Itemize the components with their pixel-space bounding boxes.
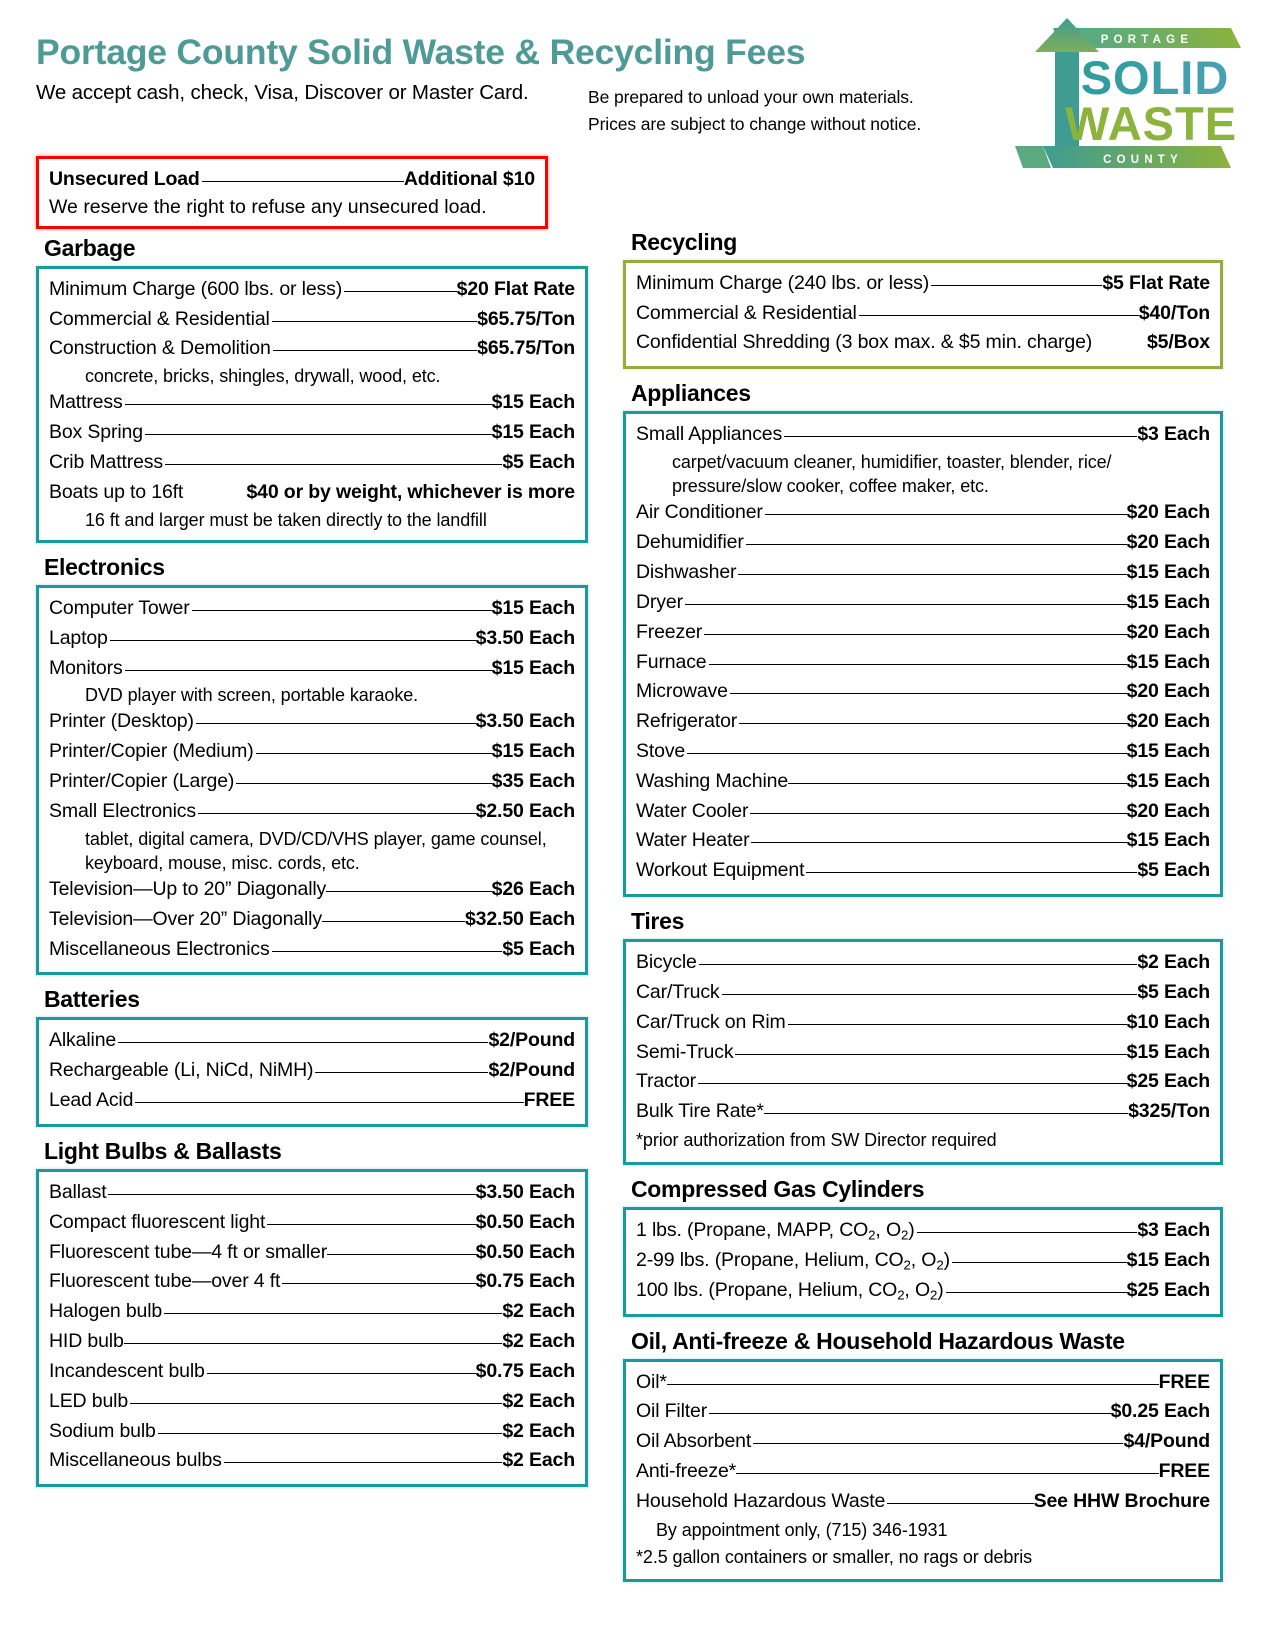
fee-amount: $3.50 Each: [475, 710, 575, 733]
fee-item-label: Printer/Copier (Medium): [49, 740, 254, 763]
logo-portage-text: PORTAGE: [1100, 34, 1194, 46]
section-title-gas-cylinders: Compressed Gas Cylinders: [631, 1176, 925, 1203]
fee-row: [636, 528, 1210, 558]
fee-sub-note: tablet, digital camera, DVD/CD/VHS player, game counsel, keyboard, mouse, misc. cords, etc.: [85, 828, 547, 873]
leader-line: [267, 1224, 475, 1225]
fee-row: [636, 299, 1210, 329]
leader-line: [685, 604, 1127, 605]
fee-amount: $15 Each: [1126, 590, 1210, 613]
fee-amount: $5 Each: [1137, 859, 1210, 882]
leader-line: [931, 285, 1102, 286]
fee-row: [636, 707, 1210, 737]
leader-line: [751, 842, 1126, 843]
fee-item-label: Water Heater: [636, 829, 750, 852]
fee-row: [49, 1238, 575, 1268]
fee-row: [49, 1387, 575, 1417]
fee-item-label: Laptop: [49, 626, 108, 649]
fee-row: [49, 1178, 575, 1208]
fee-amount: $2 Each: [502, 1300, 575, 1323]
fee-amount: $15 Each: [491, 740, 575, 763]
fee-amount: $15 Each: [491, 421, 575, 444]
fee-sub-note: DVD player with screen, portable karaoke.: [85, 685, 419, 706]
leader-line: [735, 1054, 1126, 1055]
fee-amount: $3 Each: [1137, 1219, 1210, 1242]
fee-amount: $15 Each: [1126, 650, 1210, 673]
fee-row: [49, 1056, 575, 1086]
fee-item-label: Printer (Desktop): [49, 710, 194, 733]
leader-line: [158, 1433, 503, 1434]
fee-row: [636, 948, 1210, 978]
fee-row: [49, 905, 575, 935]
fee-amount: $2 Each: [502, 1389, 575, 1412]
fee-amount: $15 Each: [1126, 739, 1210, 762]
fee-sub-note: concrete, bricks, shingles, drywall, wood, etc.: [85, 366, 441, 387]
fee-row: [49, 478, 575, 508]
fee-row: [49, 707, 575, 737]
fee-row: [636, 1097, 1210, 1127]
leader-line: [202, 181, 404, 182]
leader-line: [164, 1313, 502, 1314]
leader-line: [256, 753, 492, 754]
fee-row: [49, 1357, 575, 1387]
fee-item-label: Commercial & Residential: [49, 307, 270, 330]
unload-note: Be prepared to unload your own materials.: [588, 87, 914, 107]
fee-item-label: 100 lbs. (Propane, Helium, $CO_2$, $O_2$): [636, 1278, 944, 1303]
leader-line: [125, 404, 492, 405]
fee-amount: $15 Each: [491, 391, 575, 414]
fee-amount: $0.75 Each: [475, 1270, 575, 1293]
fee-item-label: Ballast: [49, 1180, 107, 1203]
fee-amount: $0.50 Each: [475, 1240, 575, 1263]
fee-row: [49, 418, 575, 448]
fee-row: [49, 594, 575, 624]
fee-row: [636, 1487, 1210, 1517]
leader-line: [110, 640, 476, 641]
fee-amount: $15 Each: [491, 596, 575, 619]
page-header: [36, 28, 1239, 166]
fee-item-label: Anti-freeze*: [636, 1460, 737, 1483]
section-title-light-bulbs: Light Bulbs & Ballasts: [44, 1137, 282, 1164]
leader-line: [736, 1473, 1158, 1474]
leader-line: [788, 783, 1127, 784]
fee-row: [636, 588, 1210, 618]
leader-line: [859, 315, 1139, 316]
section-title-batteries: Batteries: [44, 986, 140, 1013]
fee-amount: $65.75/Ton: [477, 337, 575, 360]
fee-item-label: Small Appliances: [636, 423, 783, 446]
fee-row: [49, 737, 575, 767]
fee-item-label: Dishwasher: [636, 561, 737, 584]
fee-item-label: Incandescent bulb: [49, 1359, 205, 1382]
fee-row: [49, 1297, 575, 1327]
fee-row: [636, 1008, 1210, 1038]
fee-item-label: Miscellaneous Electronics: [49, 937, 270, 960]
leader-line: [326, 891, 491, 892]
fee-row: [49, 935, 575, 965]
leader-line: [130, 1403, 502, 1404]
fee-item-label: Commercial & Residential: [636, 301, 857, 324]
fee-item-label: Washing Machine: [636, 769, 789, 792]
fee-amount: $40 or by weight, whichever is more: [246, 480, 575, 503]
fee-item-label: Confidential Shredding (3 box max. & $5 min. charge): [636, 331, 1093, 354]
fee-item-label: Television—Over 20” Diagonally: [49, 907, 322, 930]
fee-row: [636, 767, 1210, 797]
fee-amount: $15 Each: [1126, 769, 1210, 792]
leader-line: [704, 634, 1126, 635]
fee-row: [636, 826, 1210, 856]
fee-amount: $15 Each: [1126, 1040, 1210, 1063]
leader-line: [722, 994, 1138, 995]
fee-item-label: Alkaline: [49, 1029, 117, 1052]
fee-amount: $20 Each: [1126, 680, 1210, 703]
logo-solid-text: SOLID: [1080, 51, 1230, 104]
section-box-garbage: [36, 266, 588, 543]
fee-item-label: Fluorescent tube—4 ft or smaller: [49, 1240, 328, 1263]
fee-amount: $15 Each: [1126, 561, 1210, 584]
leader-line: [118, 1042, 488, 1043]
fee-row: [636, 1276, 1210, 1306]
leader-line: [806, 872, 1137, 873]
fee-amount: $3 Each: [1137, 423, 1210, 446]
fee-row: [636, 677, 1210, 707]
fee-item-label: Oil Absorbent: [636, 1430, 752, 1453]
fee-item-label: Oil Filter: [636, 1400, 708, 1423]
fee-amount: $20 Each: [1126, 710, 1210, 733]
fee-row: [636, 1038, 1210, 1068]
fee-amount: $2 Each: [1137, 951, 1210, 974]
fee-amount: $5 Each: [1137, 980, 1210, 1003]
fee-row: [49, 624, 575, 654]
fee-amount: FREE: [1158, 1460, 1210, 1483]
fee-item-label: Air Conditioner: [636, 501, 763, 524]
leader-line: [753, 1443, 1123, 1444]
fee-amount: $4/Pound: [1123, 1430, 1210, 1453]
fee-row: [49, 1327, 575, 1357]
fee-row: [49, 1086, 575, 1116]
unsecured-load-label: Unsecured Load: [49, 168, 200, 190]
fee-amount: $32.50 Each: [464, 907, 575, 930]
leader-line: [165, 464, 502, 465]
price-change-note: Prices are subject to change without notice.: [588, 114, 922, 135]
fee-row: [636, 1368, 1210, 1398]
leader-line: [322, 921, 465, 922]
right-column: [623, 229, 1223, 1582]
fee-amount: $2.50 Each: [475, 799, 575, 822]
fee-row: [49, 1267, 575, 1297]
fee-item-label: Workout Equipment: [636, 859, 805, 882]
fee-item-label: Television—Up to 20” Diagonally: [49, 877, 327, 900]
fee-amount: $25 Each: [1126, 1278, 1210, 1301]
fee-row: [49, 334, 575, 364]
leader-line: [917, 1232, 1138, 1233]
fee-item-label: Monitors: [49, 656, 123, 679]
unsecured-load-note: We reserve the right to refuse any unsecured load.: [49, 195, 487, 218]
section-title-electronics: Electronics: [44, 553, 165, 580]
fee-amount: $35 Each: [491, 770, 575, 793]
fee-row: [636, 1457, 1210, 1487]
section-title-recycling: Recycling: [631, 228, 737, 255]
fee-amount: $3.50 Each: [475, 1180, 575, 1203]
fee-item-label: Household Hazardous Waste: [636, 1489, 886, 1512]
fee-row: [49, 1446, 575, 1476]
fee-item-label: Dehumidifier: [636, 531, 744, 554]
fee-amount: $5/Box: [1146, 331, 1210, 354]
fee-row: [49, 275, 575, 305]
section-title-oil-hhw: Oil, Anti-freeze & Household Hazardous Waste: [631, 1327, 1125, 1354]
fee-amount: $65.75/Ton: [477, 307, 575, 330]
leader-line: [709, 1413, 1111, 1414]
leader-line: [135, 1102, 523, 1103]
fee-footnote: By appointment only, (715) 346-1931: [656, 1519, 948, 1540]
fee-row: [636, 978, 1210, 1008]
leader-line: [730, 693, 1127, 694]
leader-line: [698, 1083, 1127, 1084]
fee-item-label: HID bulb: [49, 1330, 124, 1353]
leader-line: [273, 350, 477, 351]
leader-line: [784, 436, 1137, 437]
leader-line: [667, 1384, 1159, 1385]
leader-line: [788, 1024, 1127, 1025]
leader-line: [315, 1072, 488, 1073]
fee-amount: $10 Each: [1126, 1010, 1210, 1033]
fee-item-label: Water Cooler: [636, 799, 749, 822]
leader-line: [952, 1262, 1127, 1263]
fee-row: [636, 648, 1210, 678]
fee-item-label: Minimum Charge (240 lbs. or less): [636, 271, 930, 294]
fee-item-label: Miscellaneous bulbs: [49, 1449, 222, 1472]
fee-item-label: Furnace: [636, 650, 707, 673]
leader-line: [709, 664, 1127, 665]
fee-row: [636, 420, 1210, 450]
fee-row: [636, 1427, 1210, 1457]
fee-row: [636, 1216, 1210, 1246]
fee-amount: FREE: [523, 1089, 575, 1112]
leader-line: [746, 544, 1127, 545]
fee-row: [49, 1208, 575, 1238]
fee-amount: $2 Each: [502, 1330, 575, 1353]
fee-amount: $2 Each: [502, 1419, 575, 1442]
fee-amount: $2 Each: [502, 1449, 575, 1472]
fee-sub-note: 16 ft and larger must be taken directly to the landfill: [85, 509, 487, 530]
section-box-appliances: [623, 411, 1223, 897]
fee-footnote: *prior authorization from SW Director required: [636, 1130, 997, 1151]
leader-line: [272, 951, 503, 952]
section-box-recycling: [623, 260, 1223, 369]
section-box-electronics: [36, 585, 588, 976]
fee-item-label: Construction & Demolition: [49, 337, 271, 360]
fee-amount: $25 Each: [1126, 1070, 1210, 1093]
section-title-tires: Tires: [631, 908, 685, 935]
fee-item-label: 2-99 lbs. (Propane, Helium, $CO_2$, $O_2$): [636, 1248, 950, 1273]
unsecured-load-amount: Additional $10: [403, 168, 535, 190]
fee-item-label: Compact fluorescent light: [49, 1210, 266, 1233]
fee-row: [49, 1417, 575, 1447]
fee-amount: $5 Each: [502, 451, 575, 474]
fee-amount: $15 Each: [1126, 829, 1210, 852]
fee-row: [636, 737, 1210, 767]
section-box-tires: [623, 939, 1223, 1165]
section-box-gas-cylinders: [623, 1207, 1223, 1316]
fee-item-label: Tractor: [636, 1070, 696, 1093]
fee-item-label: Fluorescent tube—over 4 ft: [49, 1270, 281, 1293]
fee-row: [49, 448, 575, 478]
leader-line: [124, 1343, 503, 1344]
fee-row: [49, 797, 575, 827]
portage-solid-waste-logo: [995, 18, 1241, 178]
unsecured-load-row: [49, 165, 535, 195]
leader-line: [750, 813, 1126, 814]
fee-amount: $3.50 Each: [475, 626, 575, 649]
fee-row: [49, 1026, 575, 1056]
fee-item-label: Freezer: [636, 620, 703, 643]
fee-item-label: Computer Tower: [49, 596, 190, 619]
fee-item-label: Halogen bulb: [49, 1300, 163, 1323]
fee-row: [49, 388, 575, 418]
fee-amount: $15 Each: [491, 656, 575, 679]
fee-item-label: Bulk Tire Rate*: [636, 1100, 764, 1123]
fee-row: [636, 1246, 1210, 1276]
fee-item-label: Boats up to 16ft: [49, 480, 184, 503]
fee-row: [636, 1067, 1210, 1097]
fee-item-label: Car/Truck: [636, 980, 720, 1003]
fee-row: [636, 498, 1210, 528]
fee-row: [49, 767, 575, 797]
recycling-arrows-icon: [995, 18, 1241, 178]
fee-item-label: Dryer: [636, 590, 683, 613]
leader-line: [236, 783, 491, 784]
fee-amount: $0.50 Each: [475, 1210, 575, 1233]
fee-row: [49, 875, 575, 905]
fee-amount: $20 Each: [1126, 620, 1210, 643]
logo-waste-text: WASTE: [1064, 97, 1238, 150]
logo-county-text: COUNTY: [1103, 154, 1183, 166]
fee-amount: $26 Each: [491, 877, 575, 900]
leader-line: [738, 574, 1126, 575]
fee-item-label: Sodium bulb: [49, 1419, 156, 1442]
fee-row: [49, 654, 575, 684]
fee-amount: FREE: [1158, 1370, 1210, 1393]
fee-amount: $0.75 Each: [475, 1359, 575, 1382]
fee-row: [636, 856, 1210, 886]
leader-line: [282, 1283, 475, 1284]
fee-item-label: Printer/Copier (Large): [49, 770, 235, 793]
fee-amount: $5 Each: [502, 937, 575, 960]
leader-line: [196, 723, 476, 724]
leader-line: [192, 610, 492, 611]
leader-line: [145, 434, 492, 435]
leader-line: [687, 753, 1127, 754]
fee-columns: [36, 229, 1239, 1582]
fee-amount: $20 Each: [1126, 501, 1210, 524]
fee-amount: $20 Flat Rate: [456, 277, 575, 300]
fee-row: [636, 797, 1210, 827]
fee-item-label: Refrigerator: [636, 710, 738, 733]
payment-methods-line: We accept cash, check, Visa, Discover or Master Card.: [36, 81, 529, 105]
fee-amount: $0.25 Each: [1110, 1400, 1210, 1423]
fee-item-label: Lead Acid: [49, 1089, 134, 1112]
fee-item-label: Oil*: [636, 1370, 667, 1393]
left-column: [36, 229, 588, 1582]
leader-line: [327, 1254, 476, 1255]
fee-item-label: 1 lbs. (Propane, MAPP, $CO_2$, $O_2$): [636, 1219, 915, 1243]
leader-line: [272, 321, 477, 322]
leader-line: [764, 1113, 1128, 1114]
fee-item-label: Car/Truck on Rim: [636, 1010, 786, 1033]
leader-line: [224, 1462, 503, 1463]
fee-amount: $2/Pound: [488, 1059, 575, 1082]
leader-line: [699, 964, 1138, 965]
header-notes: [588, 84, 958, 138]
fee-item-label: Crib Mattress: [49, 451, 163, 474]
fee-row: [49, 305, 575, 335]
fee-sub-note: carpet/vacuum cleaner, humidifier, toaster, blender, rice/ pressure/slow cooker, coffee maker, etc.: [672, 452, 1112, 497]
unsecured-load-callout: [36, 156, 548, 229]
fee-row: [636, 269, 1210, 299]
fee-amount: $2/Pound: [488, 1029, 575, 1052]
fee-item-label: Small Electronics: [49, 799, 196, 822]
leader-line: [739, 723, 1126, 724]
leader-line: [207, 1373, 476, 1374]
leader-line: [108, 1194, 475, 1195]
fee-amount: $325/Ton: [1128, 1100, 1210, 1123]
fee-row: [636, 558, 1210, 588]
fee-footnote: *2.5 gallon containers or smaller, no rags or debris: [636, 1546, 1033, 1567]
page-title: Portage County Solid Waste & Recycling Fees: [36, 32, 806, 72]
fee-item-label: LED bulb: [49, 1389, 129, 1412]
section-title-garbage: Garbage: [44, 234, 136, 261]
section-box-light-bulbs: [36, 1169, 588, 1487]
fee-item-label: Bicycle: [636, 951, 697, 974]
fee-row: [636, 328, 1210, 358]
fee-row: [636, 1397, 1210, 1427]
leader-line: [765, 514, 1127, 515]
leader-line: [125, 670, 492, 671]
fee-amount: See HHW Brochure: [1033, 1489, 1210, 1512]
fee-item-label: Semi-Truck: [636, 1040, 734, 1063]
fee-amount: $20 Each: [1126, 799, 1210, 822]
fee-item-label: Minimum Charge (600 lbs. or less): [49, 277, 343, 300]
leader-line: [344, 291, 457, 292]
fee-item-label: Stove: [636, 739, 686, 762]
fee-amount: $5 Flat Rate: [1102, 271, 1210, 294]
fee-item-label: Box Spring: [49, 421, 143, 444]
fee-amount: $15 Each: [1126, 1248, 1210, 1271]
leader-line: [946, 1292, 1127, 1293]
section-title-appliances: Appliances: [631, 380, 751, 407]
fee-item-label: Rechargeable (Li, NiCd, NiMH): [49, 1059, 314, 1082]
fee-item-label: Microwave: [636, 680, 728, 703]
section-box-oil-hhw: [623, 1359, 1223, 1582]
section-box-batteries: [36, 1017, 588, 1126]
leader-line: [198, 813, 476, 814]
fee-row: [636, 618, 1210, 648]
fee-amount: $40/Ton: [1138, 301, 1210, 324]
leader-line: [887, 1503, 1033, 1504]
fee-amount: $20 Each: [1126, 531, 1210, 554]
fee-item-label: Mattress: [49, 391, 123, 414]
